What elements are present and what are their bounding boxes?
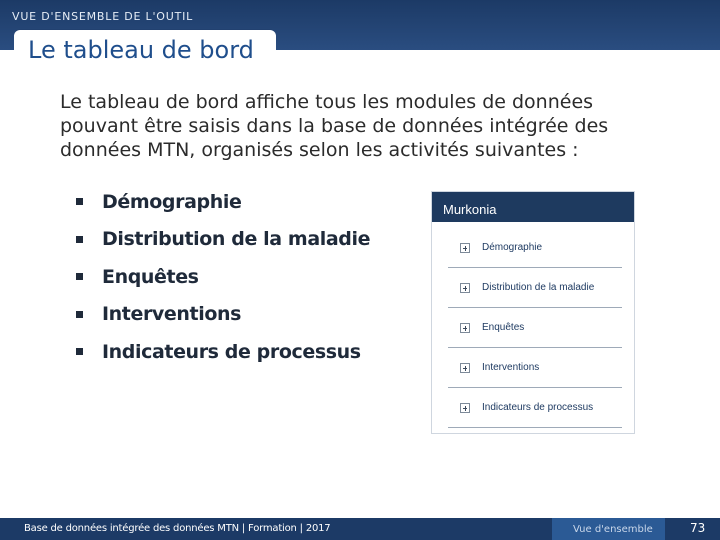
activity-list — [76, 183, 370, 371]
expand-plus-icon[interactable] — [460, 403, 470, 413]
expand-plus-icon[interactable] — [460, 363, 470, 373]
dashboard-panel — [431, 191, 635, 434]
panel-item-interventions[interactable] — [448, 348, 622, 388]
activity-item — [76, 183, 370, 221]
panel-item-demographie[interactable] — [448, 228, 622, 268]
panel-item-enquetes[interactable] — [448, 308, 622, 348]
footer-section-label: Vue d'ensemble — [573, 524, 653, 535]
activity-label: Enquêtes — [102, 265, 199, 288]
panel-item-label: Démographie — [482, 242, 543, 253]
panel-list — [432, 222, 634, 428]
intro-paragraph: Le tableau de bord affiche tous les modules de données pouvant être saisis dans la base de données intégrée des données MTN, organisés selon les activités suivantes : — [60, 91, 609, 161]
activity-label: Interventions — [102, 303, 242, 326]
activity-item — [76, 333, 370, 371]
bullet-icon — [76, 348, 83, 355]
activity-item — [76, 258, 370, 296]
bullet-icon — [76, 311, 83, 318]
section-label: VUE D'ENSEMBLE DE L'OUTIL — [12, 10, 194, 23]
panel-item-label: Interventions — [482, 362, 540, 373]
expand-plus-icon[interactable] — [460, 283, 470, 293]
bullet-icon — [76, 236, 83, 243]
slide-title: Le tableau de bord — [28, 36, 254, 64]
activity-item — [76, 296, 370, 334]
bullet-icon — [76, 273, 83, 280]
footer-text: Base de données intégrée des données MTN | Formation | 2017 — [24, 523, 331, 534]
bullet-icon — [76, 198, 83, 205]
panel-header: Murkonia — [432, 192, 634, 222]
page-number: 73 — [690, 521, 706, 535]
activity-label: Indicateurs de processus — [102, 340, 361, 363]
panel-item-label: Distribution de la maladie — [482, 282, 595, 293]
expand-plus-icon[interactable] — [460, 243, 470, 253]
activity-item — [76, 221, 370, 259]
expand-plus-icon[interactable] — [460, 323, 470, 333]
activity-label: Démographie — [102, 190, 242, 213]
panel-item-label: Indicateurs de processus — [482, 402, 594, 413]
panel-item-distribution[interactable] — [448, 268, 622, 308]
panel-item-label: Enquêtes — [482, 322, 525, 333]
activity-label: Distribution de la maladie — [102, 228, 371, 251]
panel-item-indicateurs[interactable] — [448, 388, 622, 428]
